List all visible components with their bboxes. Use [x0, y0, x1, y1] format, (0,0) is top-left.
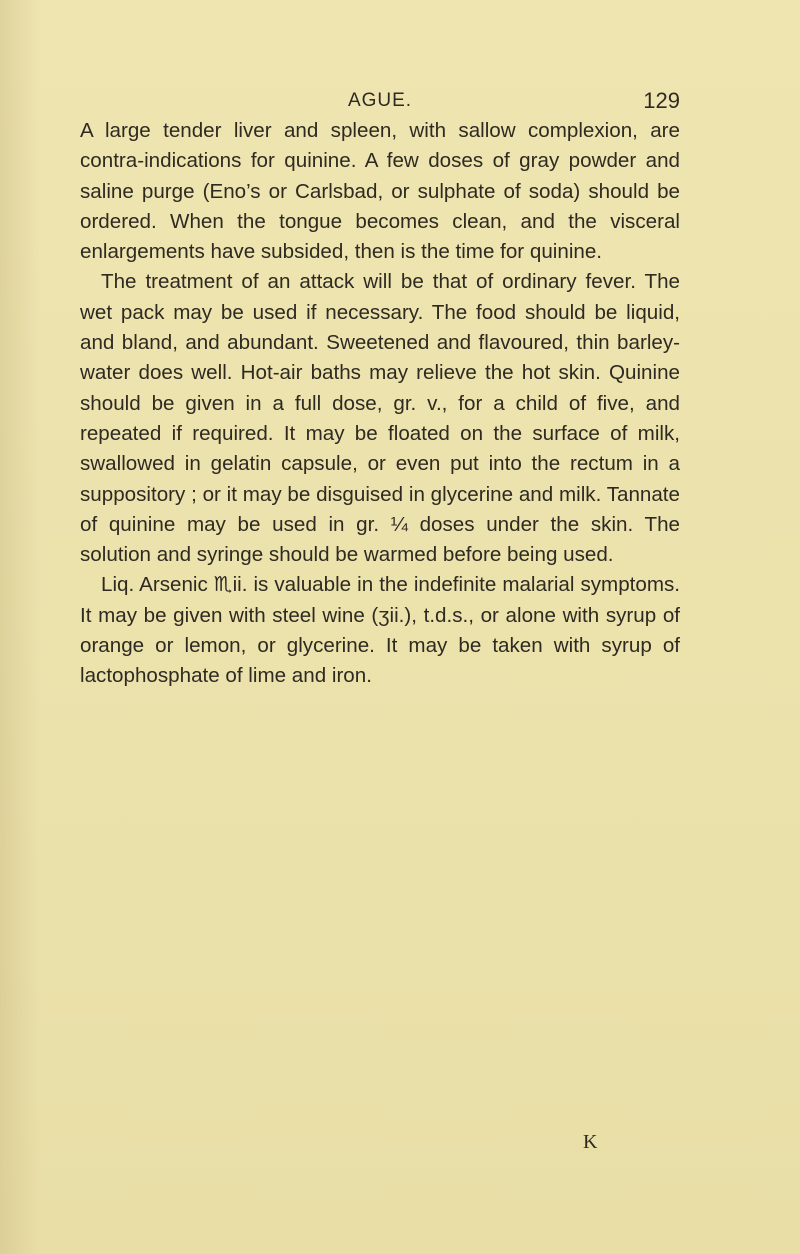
page-header	[80, 86, 680, 116]
paragraph-arsenic: Liq. Arsenic ♏ii. is valuable in the indefinite malarial symptoms. It may be given with steel wine (ʒii.), t.d.s., or alone with syrup of orange or lemon, or glycerine. It may be taken with syrup of lactophosphate of lime and iron.	[80, 573, 680, 688]
page-number: 129	[643, 88, 680, 113]
paragraph-contraindications: A large tender liver and spleen, with sallow complexion, are contra-indications for quinine. A few doses of gray powder and saline purge (Eno’s or Carlsbad, or sulphate of soda) should be ordered. When the tongue becomes clean, and the visceral enlargements have subsided, then is the time for quinine.	[80, 119, 680, 264]
signature-mark: K	[583, 1131, 598, 1153]
paragraph-treatment: The treatment of an attack will be that of ordinary fever. The wet pack may be used if necessary. The food should be liquid, and bland, and abundant. Sweetened and flavoured, thin barley-water does well. Hot-air baths may relieve the hot skin. Quinine should be given in a full dose, gr. v., for a child of five, and repeated if required. It may be floated on the surface of milk, swallowed in gelatin capsule, or even put into the rectum in a suppository ; or it may be disguised in glycerine and milk. Tannate of quinine may be used in gr. ¼ doses under the skin. The solution and syringe should be warmed before being used.	[80, 270, 680, 567]
body-text	[80, 116, 680, 692]
running-title: AGUE.	[347, 90, 413, 111]
